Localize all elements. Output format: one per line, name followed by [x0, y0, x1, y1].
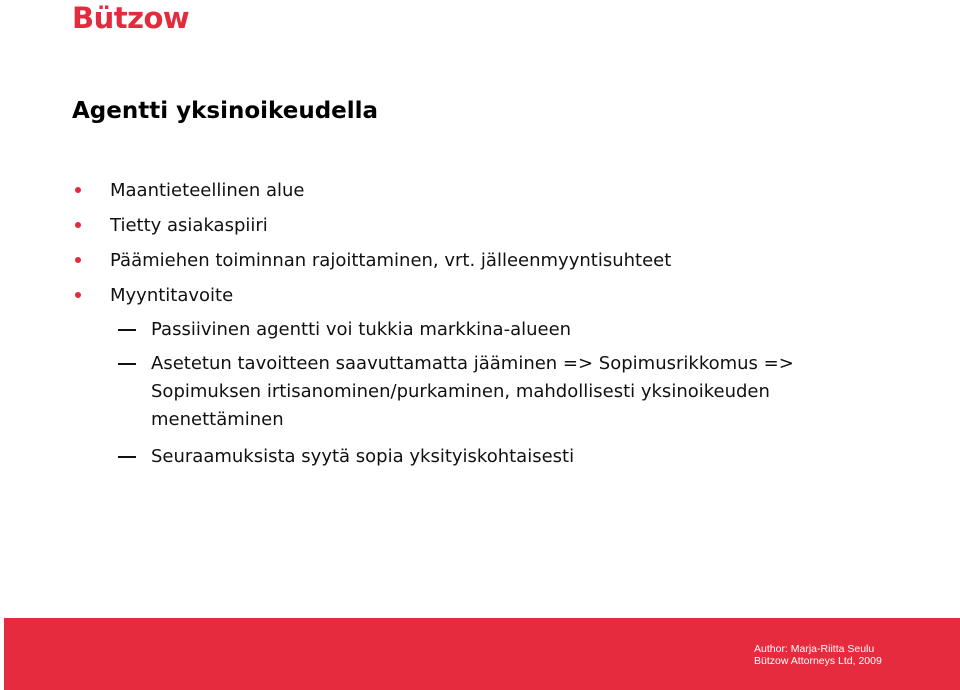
sub-bullet-item: Asetetun tavoitteen saavuttamatta jääminen => Sopimusrikkomus => [151, 353, 794, 374]
sub-bullet-item: Seuraamuksista syytä sopia yksityiskohtaisesti [151, 446, 575, 467]
sub-bullet-item: Passiivinen agentti voi tukkia markkina-alueen [151, 319, 572, 340]
bullet-dot-icon [75, 222, 81, 228]
slide-title: Agentti yksinoikeudella [72, 98, 379, 124]
sub-bullet-item-continuation: menettäminen [151, 409, 284, 430]
bullet-item: Tietty asiakaspiiri [110, 215, 268, 236]
bullet-item: Maantieteellinen alue [110, 180, 305, 201]
bullet-dot-icon [75, 257, 81, 263]
bullet-item: Myyntitavoite [110, 285, 234, 306]
footer-bar [4, 618, 960, 690]
bullet-dot-icon [75, 292, 81, 298]
butzow-logo: Bützow [72, 1, 190, 35]
footer-copyright: Bützow Attorneys Ltd, 2009 [754, 655, 882, 667]
sub-bullet-item-continuation: Sopimuksen irtisanominen/purkaminen, mahdollisesti yksinoikeuden [151, 381, 770, 402]
sub-bullet-dash-icon [118, 363, 136, 365]
sub-bullet-dash-icon [118, 329, 136, 331]
bullet-dot-icon [75, 187, 81, 193]
sub-bullet-dash-icon [118, 456, 136, 458]
bullet-item: Päämiehen toiminnan rajoittaminen, vrt. jälleenmyyntisuhteet [110, 250, 672, 271]
footer-author: Author: Marja-Riitta Seulu [754, 643, 875, 655]
